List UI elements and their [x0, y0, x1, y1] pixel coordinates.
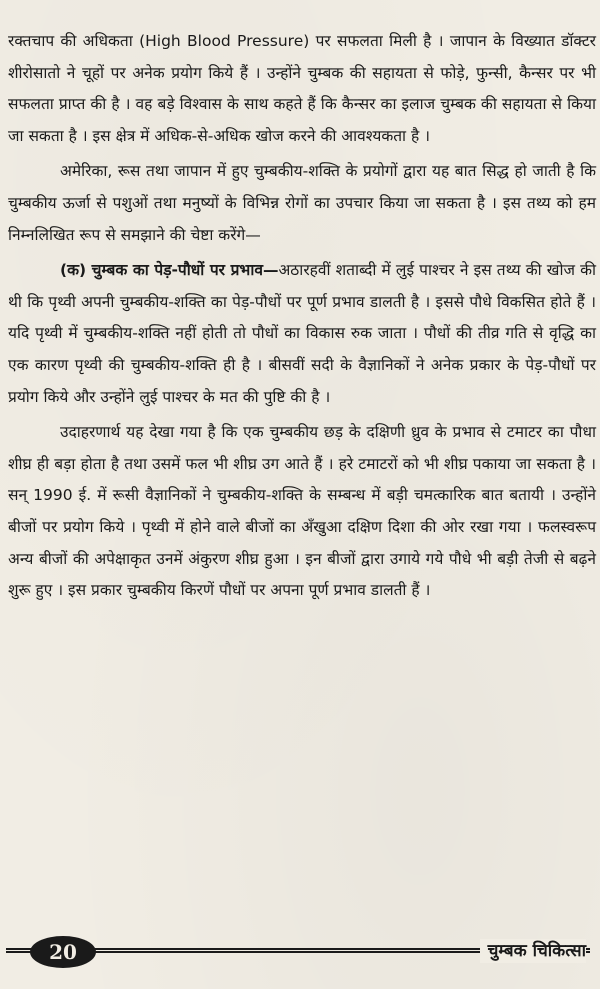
paragraph-4: उदाहरणार्थ यह देखा गया है कि एक चुम्बकीय छड़ के दक्षिणी ध्रुव के प्रभाव से टमाटर का पौधा शीघ्र ही बड़ा होता है तथा उसमें फल भी शीघ्र उग आते हैं । हरे टमाटरों को भी शीघ्र पकाया जा सकता है । सन् 1990 ई. में रूसी वैज्ञानिकों ने चुम्बकीय-शक्ति के सम्बन्ध में बड़ी चमत्कारिक बात बतायी । उन्होंने बीजों पर प्रयोग किये । पृथ्वी में होने वाले बीजों का अँखुआ दक्षिण दिशा की ओर रखा गया । फलस्वरूप अन्य बीजों की अपेक्षाकृत उनमें अंकुरण शीघ्र हुआ । इन बीजों द्वारा उगाये गये पौधे भी बड़ी तेजी से बढ़ने शुरू हुए । इस प्रकार चुम्बकीय किरणें पौधों पर अपना पूर्ण प्रभाव डालती हैं । [8, 423, 596, 600]
page-body [8, 26, 596, 607]
paragraph-3-text: अठारहवीं शताब्दी में लुई पाश्चर ने इस तथ्य की खोज की थी कि पृथ्वी अपनी चुम्बकीय-शक्ति का पेड़-पौधों पर पूर्ण प्रभाव डालती है । इससे पौधे विकसित होते हैं । यदि पृथ्वी में चुम्बकीय-शक्ति नहीं होती तो पौधों का विकास रुक जाता । पौधों की तीव्र गति से वृद्धि का एक कारण पृथ्वी की चुम्बकीय-शक्ति ही है । बीसवीं सदी के वैज्ञानिकों ने अनेक प्रकार के पेड़-पौधों पर प्रयोग किये और उन्होंने लुई पाश्चर के मत की पुष्टि की है । [8, 261, 596, 406]
running-title: चुम्बक चिकित्सा [480, 939, 586, 963]
paragraph-2: अमेरिका, रूस तथा जापान में हुए चुम्बकीय-शक्ति के प्रयोगों द्वारा यह बात सिद्ध हो जाती है कि चुम्बकीय ऊर्जा से पशुओं तथा मनुष्यों के विभिन्न रोगों का उपचार किया जा सकता है । इस तथ्य को हम निम्नलिखित रूप से समझाने की चेष्टा करेंगे— [8, 162, 596, 244]
page-number: 20 [30, 936, 96, 968]
paragraph-3 [8, 255, 596, 413]
paragraph-1: रक्तचाप की अधिकता (High Blood Pressure) पर सफलता मिली है । जापान के विख्यात डॉक्टर शीरोसातो ने चूहों पर अनेक प्रयोग किये हैं । उन्होंने चुम्बक की सहायता से फोड़े, फुन्सी, कैन्सर पर भी सफलता प्राप्त की है । वह बड़े विश्वास के साथ कहते हैं कि कैन्सर का इलाज चुम्बक की सहायता से किया जा सकता है । इस क्षेत्र में अधिक-से-अधिक खोज करने की आवश्यकता है । [8, 32, 596, 145]
section-subheading: (क) चुम्बक का पेड़-पौधों पर प्रभाव— [60, 261, 279, 280]
page-footer [6, 936, 590, 970]
